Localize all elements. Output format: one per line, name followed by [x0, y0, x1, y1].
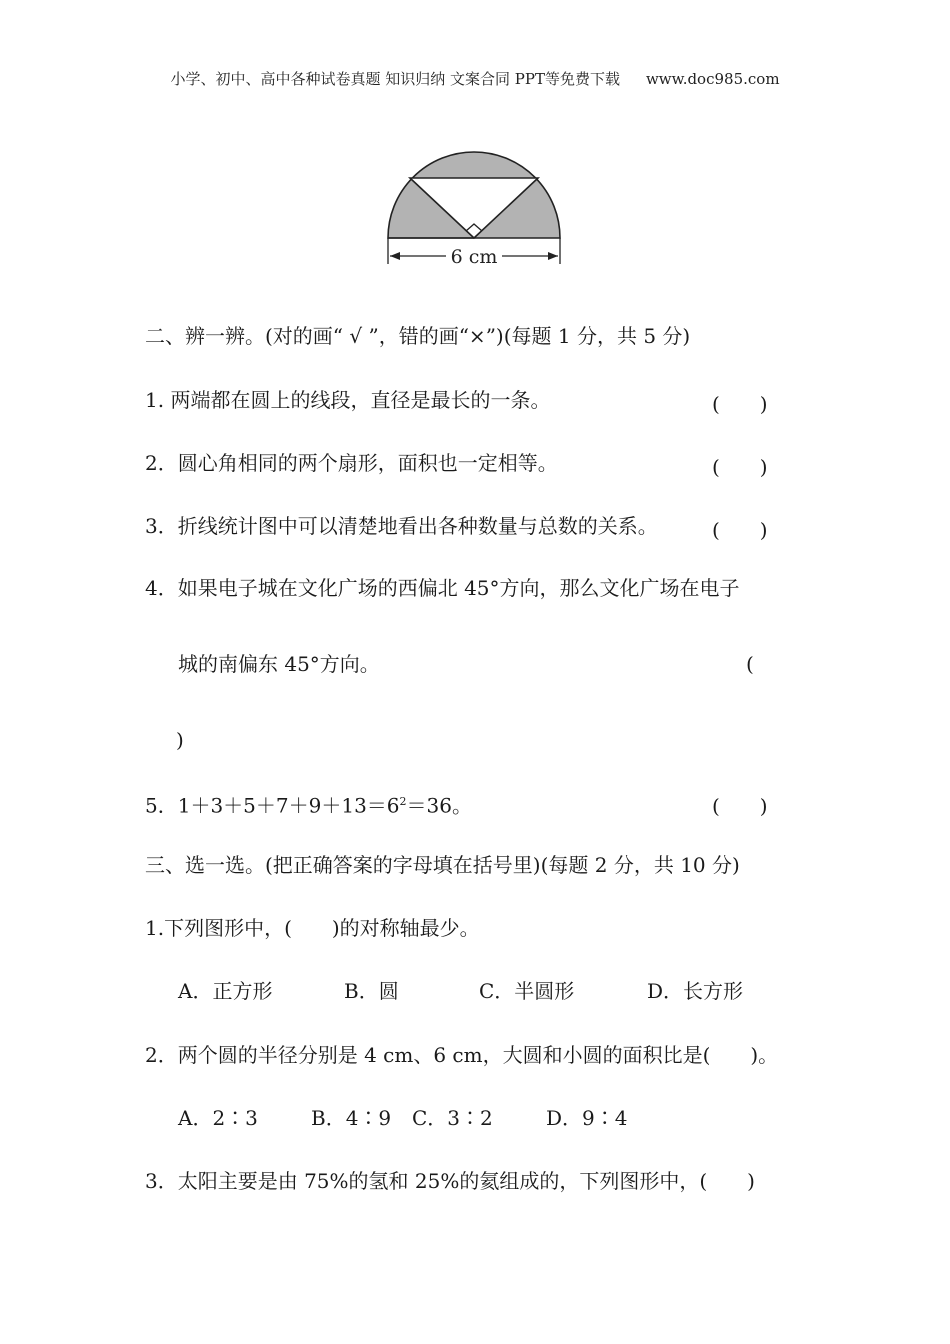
s2-item-5-exponent: 2: [399, 795, 407, 808]
s2-item-4-paren-close[interactable]: ): [176, 728, 184, 752]
s3-q1-option-c[interactable]: C．半圆形: [479, 979, 575, 1003]
semicircle-diagram: [380, 146, 570, 271]
s3-q3: 3．太阳主要是由 75%的氢和 25%的氦组成的，下列图形中，( ): [145, 1169, 755, 1193]
s2-item-1-answer-blank[interactable]: ( ): [712, 392, 768, 416]
left-arrow-icon: [390, 252, 400, 260]
s2-item-1: 1. 两端都在圆上的线段，直径是最长的一条。: [145, 388, 551, 412]
section2-title: 二、辨一辨。(对的画“ √ ”，错的画“×”)(每题 1 分，共 5 分): [145, 324, 691, 348]
s3-q2-option-a[interactable]: A．2∶3: [178, 1106, 258, 1130]
s2-item-2: 2．圆心角相同的两个扇形，面积也一定相等。: [145, 451, 558, 475]
s2-item-5-pre: 5．1＋3＋5＋7＋9＋13＝6: [145, 793, 400, 818]
s2-item-5-answer-blank[interactable]: ( ): [712, 794, 768, 818]
s2-item-3: 3．折线统计图中可以清楚地看出各种数量与总数的关系。: [145, 514, 658, 538]
s3-q2-option-c[interactable]: C．3∶2: [412, 1106, 493, 1130]
s3-q1-option-a[interactable]: A．正方形: [178, 979, 273, 1003]
s2-item-3-answer-blank[interactable]: ( ): [712, 518, 768, 542]
right-arrow-icon: [548, 252, 558, 260]
header-url: www.doc985.com: [645, 70, 780, 88]
s2-item-5-post: ＝36。: [406, 793, 472, 818]
s2-item-4-paren-open[interactable]: (: [746, 652, 754, 676]
s3-q1: 1.下列图形中，( )的对称轴最少。: [145, 916, 480, 940]
s3-q1-option-b[interactable]: B．圆: [344, 979, 399, 1003]
semicircle-figure: [380, 146, 570, 275]
s2-item-4: 4．如果电子城在文化广场的西偏北 45°方向，那么文化广场在电子: [145, 576, 740, 600]
s2-item-2-answer-blank[interactable]: ( ): [712, 455, 768, 479]
section3-title: 三、选一选。(把正确答案的字母填在括号里)(每题 2 分，共 10 分): [145, 853, 740, 877]
s2-item-4-continued: 城的南偏东 45°方向。: [178, 652, 380, 676]
s3-q2-option-b[interactable]: B．4∶9: [311, 1106, 392, 1130]
header-text: 小学、初中、高中各种试卷真题 知识归纳 文案合同 PPT等免费下载: [170, 70, 620, 88]
dimension-label: 6 cm: [450, 246, 498, 268]
page-header: [0, 68, 950, 89]
s2-item-5: [145, 790, 472, 818]
s3-q1-option-d[interactable]: D．长方形: [647, 979, 744, 1003]
s3-q2: 2．两个圆的半径分别是 4 cm、6 cm，大圆和小圆的面积比是( )。: [145, 1043, 779, 1067]
s3-q2-option-d[interactable]: D．9∶4: [546, 1106, 628, 1130]
